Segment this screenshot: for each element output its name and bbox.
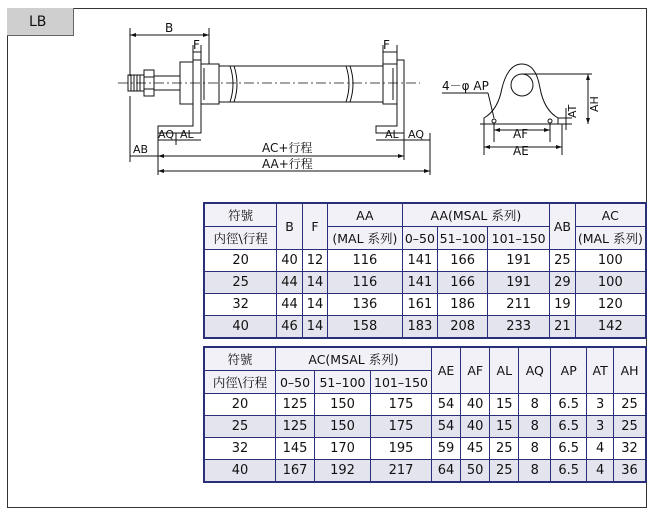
header-cell: B	[277, 203, 302, 250]
table-cell: 19	[550, 294, 575, 316]
table-cell: 25	[490, 438, 519, 460]
table-cell: 14	[302, 316, 327, 339]
table-cell: 100	[575, 250, 646, 272]
table-cell: 142	[575, 316, 646, 339]
header-cell: AF	[461, 347, 490, 394]
table-cell: 116	[328, 250, 402, 272]
table-row	[204, 294, 646, 316]
table-cell: 25	[490, 460, 519, 483]
dim-F-left-label: F	[193, 38, 200, 52]
table-cell: 64	[432, 460, 461, 483]
dim-AQ-right-label: AQ	[408, 128, 424, 141]
table-cell: 191	[488, 272, 550, 294]
table-cell: 15	[490, 394, 519, 416]
table-cell: 175	[371, 394, 432, 416]
table-cell: 44	[277, 294, 302, 316]
table-cell: 8	[519, 460, 551, 483]
table-cell: 166	[438, 250, 488, 272]
table-cell: 25	[614, 394, 646, 416]
table-cell: 25	[204, 416, 276, 438]
header-cell: 51–100	[315, 371, 371, 394]
table-cell: 233	[488, 316, 550, 339]
table-cell: 25	[550, 250, 575, 272]
header-cell: AA	[328, 203, 402, 227]
table-cell: 161	[402, 294, 438, 316]
table-cell: 40	[277, 250, 302, 272]
header-cell: 内徑\行程	[204, 371, 276, 394]
header-cell: 51–100	[438, 227, 488, 250]
table-cell: 8	[519, 394, 551, 416]
header-cell: 101–150	[488, 227, 550, 250]
table-cell: 141	[402, 250, 438, 272]
table-cell: 150	[315, 394, 371, 416]
table-cell: 29	[550, 272, 575, 294]
table-cell: 25	[614, 416, 646, 438]
table-cell: 14	[302, 272, 327, 294]
table-cell: 125	[276, 416, 315, 438]
dim-AA-stroke-label: AA+行程	[262, 157, 313, 171]
table-cell: 208	[438, 316, 488, 339]
table-cell: 116	[328, 272, 402, 294]
table-cell: 100	[575, 272, 646, 294]
header-cell: 101–150	[371, 371, 432, 394]
table-cell: 45	[461, 438, 490, 460]
table-cell: 211	[488, 294, 550, 316]
table-cell: 175	[371, 416, 432, 438]
table-cell: 8	[519, 416, 551, 438]
table-cell: 136	[328, 294, 402, 316]
table-cell: 191	[488, 250, 550, 272]
header-cell: F	[302, 203, 327, 250]
table-cell: 59	[432, 438, 461, 460]
table-cell: 192	[315, 460, 371, 483]
dim-AE-label: AE	[513, 144, 529, 158]
table-cell: 44	[277, 272, 302, 294]
table-cell: 14	[302, 294, 327, 316]
dim-AF-label: AF	[513, 127, 529, 141]
table-cell: 36	[614, 460, 646, 483]
header-cell: (MAL 系列)	[575, 227, 646, 250]
header-cell: AP	[551, 347, 587, 394]
dim-AT-label: AT	[566, 104, 579, 118]
table-cell: 46	[277, 316, 302, 339]
table-cell: 25	[204, 272, 277, 294]
table-cell: 6.5	[551, 394, 587, 416]
table-cell: 3	[587, 394, 614, 416]
table-cell: 141	[402, 272, 438, 294]
table-cell: 217	[371, 460, 432, 483]
table-cell: 54	[432, 416, 461, 438]
table-cell: 150	[315, 416, 371, 438]
table-cell: 40	[461, 416, 490, 438]
header-cell: AQ	[519, 347, 551, 394]
model-tag: LB	[7, 8, 74, 36]
header-cell: AC(MSAL 系列)	[276, 347, 432, 371]
header-cell: 0–50	[402, 227, 438, 250]
table-cell: 20	[204, 250, 277, 272]
table-cell: 8	[519, 438, 551, 460]
table-cell: 54	[432, 394, 461, 416]
header-cell: AB	[550, 203, 575, 250]
table-cell: 40	[461, 394, 490, 416]
table-cell: 195	[371, 438, 432, 460]
dim-AL-left-label: AL	[180, 128, 194, 141]
header-cell: (MAL 系列)	[328, 227, 402, 250]
dim-AL-right-label: AL	[385, 128, 399, 141]
table-cell: 6.5	[551, 416, 587, 438]
table-row	[204, 250, 646, 272]
table-cell: 167	[276, 460, 315, 483]
table-cell: 15	[490, 416, 519, 438]
header-cell: 符號	[204, 203, 277, 227]
table-cell: 6.5	[551, 460, 587, 483]
table-row	[204, 272, 646, 294]
dim-AQ-left-label: AQ	[158, 128, 174, 141]
header-cell: AE	[432, 347, 461, 394]
table-cell: 32	[204, 438, 276, 460]
dimension-table-1	[203, 202, 647, 339]
header-cell: AC	[575, 203, 646, 227]
header-cell: AL	[490, 347, 519, 394]
dim-AH-label: AH	[588, 96, 601, 112]
header-cell: 内徑\行程	[204, 227, 277, 250]
header-cell: AA(MSAL 系列)	[402, 203, 550, 227]
table-row	[204, 460, 646, 483]
dim-AC-stroke-label: AC+行程	[262, 141, 313, 155]
table-cell: 50	[461, 460, 490, 483]
table-cell: 20	[204, 394, 276, 416]
table-cell: 166	[438, 272, 488, 294]
header-cell: AH	[614, 347, 646, 394]
table-cell: 186	[438, 294, 488, 316]
table-cell: 125	[276, 394, 315, 416]
dim-F-right-label: F	[383, 38, 390, 52]
table-cell: 183	[402, 316, 438, 339]
technical-drawing	[0, 0, 654, 200]
table-cell: 4	[587, 438, 614, 460]
dim-AB-label: AB	[133, 143, 149, 156]
table-cell: 32	[614, 438, 646, 460]
table-cell: 12	[302, 250, 327, 272]
table-cell: 170	[315, 438, 371, 460]
table-cell: 4	[587, 460, 614, 483]
table-row	[204, 416, 646, 438]
table-cell: 145	[276, 438, 315, 460]
dimension-table-2	[203, 346, 647, 483]
header-cell: AT	[587, 347, 614, 394]
table-cell: 32	[204, 294, 277, 316]
table-cell: 6.5	[551, 438, 587, 460]
table-row	[204, 394, 646, 416]
table-cell: 158	[328, 316, 402, 339]
table-cell: 21	[550, 316, 575, 339]
header-cell: 符號	[204, 347, 276, 371]
table-cell: 120	[575, 294, 646, 316]
dim-B-label: B	[165, 21, 174, 35]
table-row	[204, 316, 646, 339]
table-cell: 40	[204, 316, 277, 339]
table-row	[204, 438, 646, 460]
table-cell: 3	[587, 416, 614, 438]
header-cell: 0–50	[276, 371, 315, 394]
table-cell: 40	[204, 460, 276, 483]
dim-AP-label: 4－φ AP	[442, 79, 489, 93]
